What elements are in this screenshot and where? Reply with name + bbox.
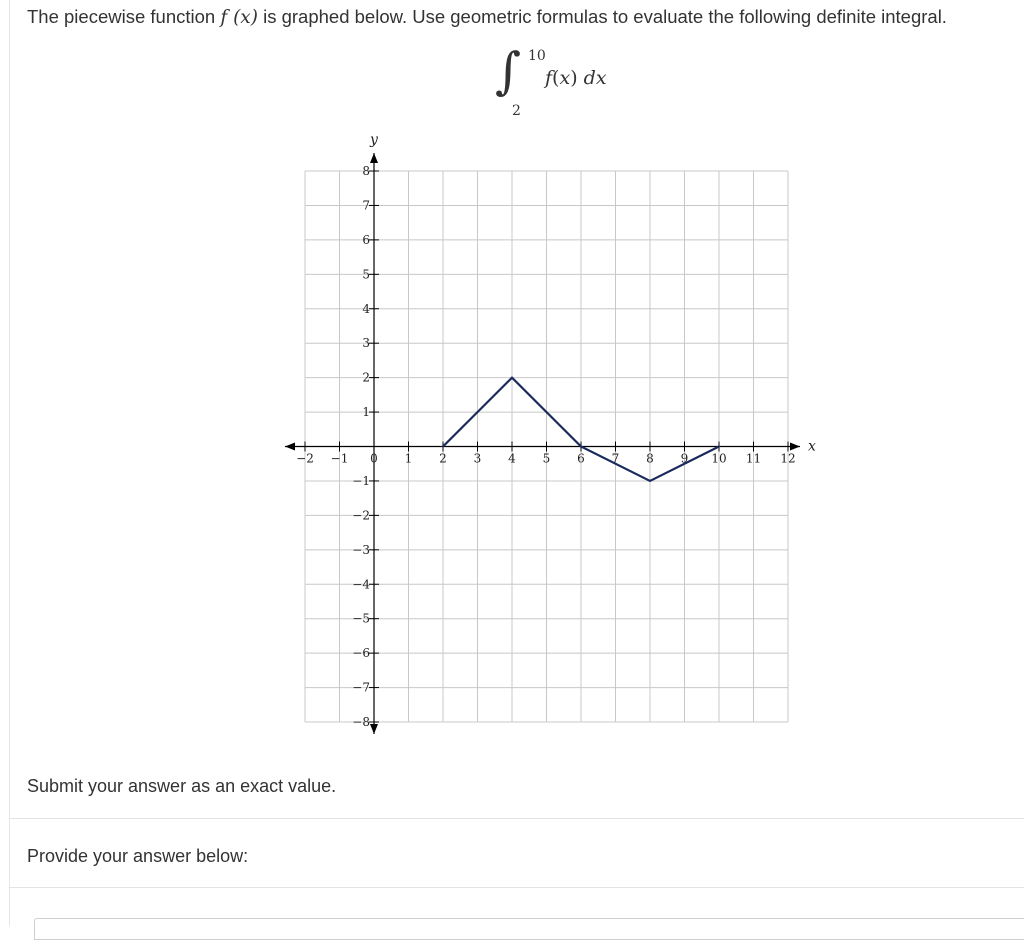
answer-input[interactable] (34, 918, 1024, 940)
series-point (442, 446, 444, 448)
x-tick-label: 11 (745, 451, 762, 466)
x-tick-label: 2 (439, 451, 447, 466)
y-tick-label: 3 (362, 336, 370, 351)
y-tick-label: −8 (352, 715, 370, 729)
integrand-x: x (559, 67, 571, 89)
series-point (580, 446, 582, 448)
y-tick-label: 6 (362, 232, 370, 247)
y-tick-label: −5 (352, 611, 370, 626)
integrand-f: f (545, 67, 553, 89)
x-tick-label: 4 (508, 451, 516, 466)
integral-sign: ∫ (495, 42, 522, 100)
integral-lower-limit: 2 (512, 103, 521, 119)
y-tick-label: 7 (362, 198, 370, 213)
x-tick-label: −2 (296, 451, 314, 466)
x-tick-label: 7 (611, 451, 620, 466)
y-tick-label: −3 (352, 542, 370, 557)
x-axis-right-arrow-icon (790, 443, 800, 451)
x-tick-label: 12 (780, 451, 796, 466)
y-tick-label: −6 (352, 646, 370, 661)
question-prefix: The piecewise function (27, 6, 221, 27)
x-tick-label: 8 (646, 451, 654, 466)
series-point (511, 377, 513, 379)
integrand-paren-close: ) (570, 67, 578, 89)
x-tick-label: 5 (542, 451, 551, 466)
question-function: f (x) (220, 7, 258, 28)
y-tick-label: −2 (352, 508, 370, 523)
y-tick-label: 4 (362, 301, 370, 316)
x-axis-left-arrow-icon (285, 443, 295, 451)
y-tick-label: −4 (352, 577, 370, 592)
series-point (718, 446, 720, 448)
y-axis-down-arrow-icon (370, 724, 378, 734)
series-point (649, 480, 651, 482)
x-tick-label: 10 (711, 451, 727, 466)
y-axis-up-arrow-icon (370, 153, 378, 163)
x-tick-label: 6 (577, 451, 585, 466)
y-tick-label: 2 (362, 370, 370, 385)
x-axis-label: x (808, 438, 816, 455)
y-axis-label: y (370, 132, 378, 148)
integrand-paren-open: ( (552, 67, 560, 89)
submit-instruction: Submit your answer as an exact value. (27, 776, 337, 796)
section-divider (9, 818, 1024, 819)
integrand-dx: dx (583, 67, 607, 89)
answer-prompt: Provide your answer below: (27, 846, 249, 866)
x-tick-label: 0 (370, 451, 378, 466)
section-divider (9, 887, 1024, 888)
y-tick-label: 1 (362, 405, 370, 420)
x-tick-label: −1 (330, 451, 349, 466)
x-tick-label: 9 (680, 451, 689, 466)
question-suffix: is graphed below. Use geometric formulas to evaluate the following definite integral. (257, 6, 947, 27)
y-tick-label: 5 (362, 267, 370, 282)
y-tick-label: −7 (352, 680, 370, 695)
y-tick-label: −1 (352, 473, 370, 488)
x-tick-label: 3 (473, 451, 482, 466)
x-tick-label: 1 (404, 451, 413, 466)
y-tick-label: 8 (362, 164, 370, 178)
integral-upper-limit: 10 (528, 48, 546, 64)
